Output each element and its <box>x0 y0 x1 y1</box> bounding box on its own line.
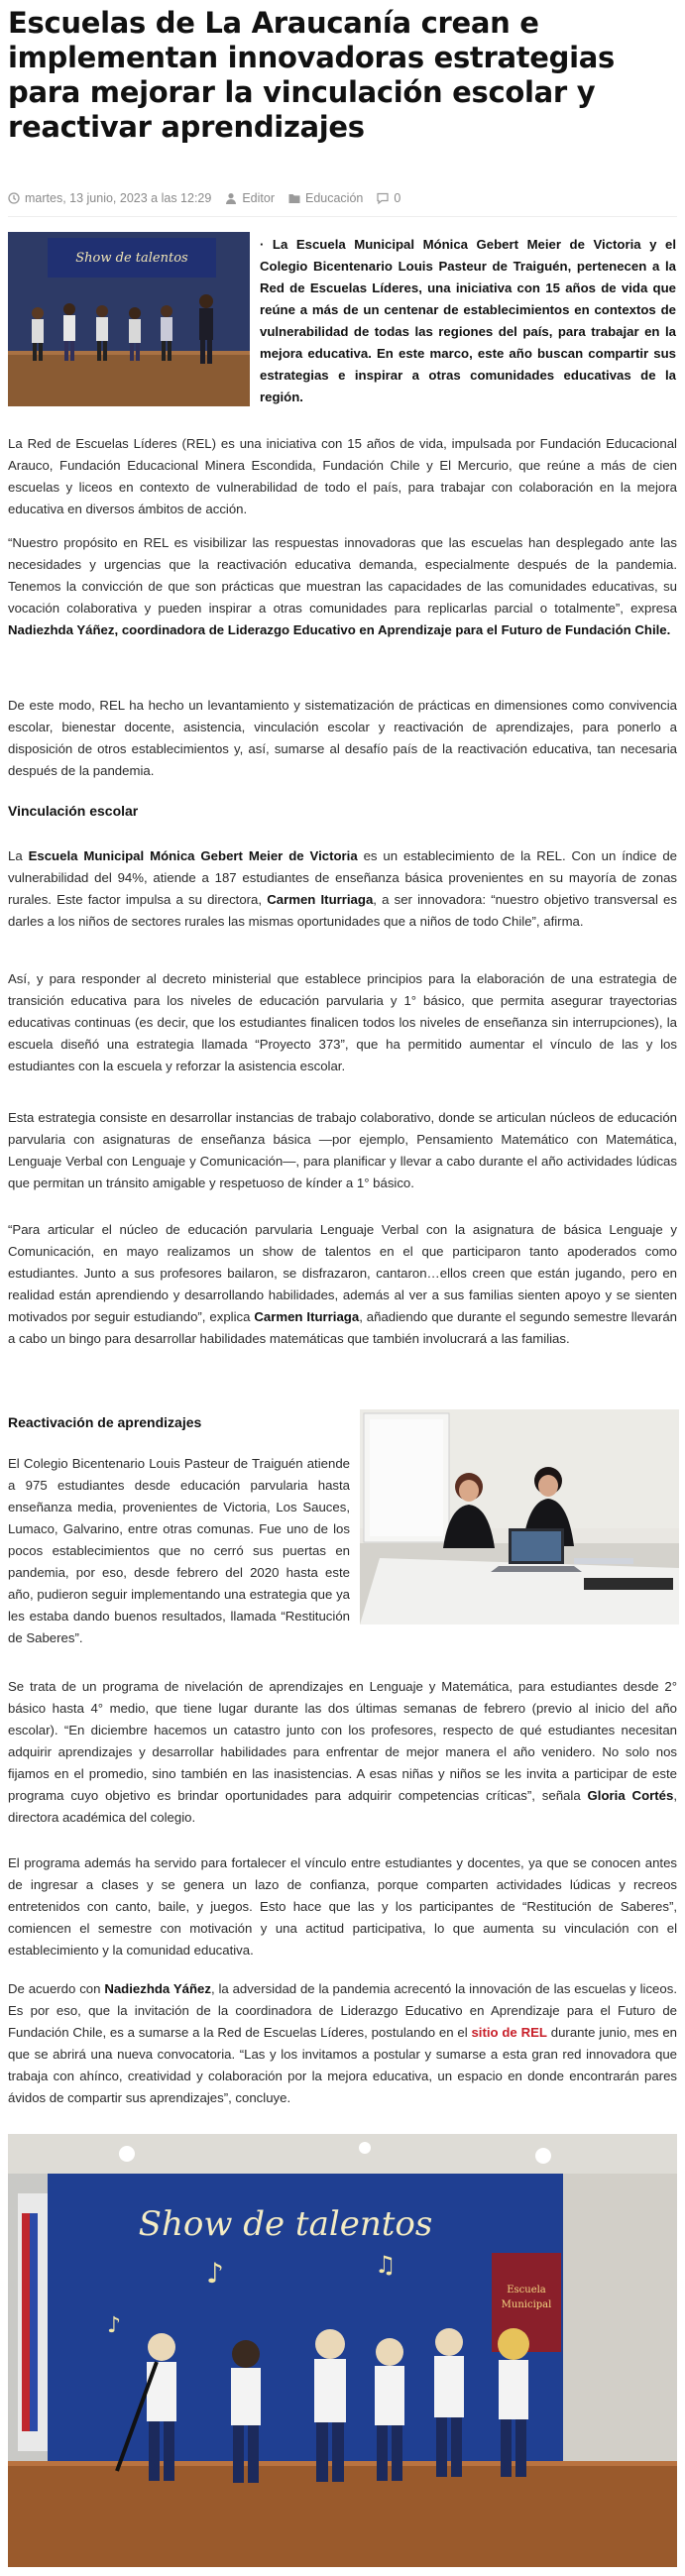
rel-site-link-2[interactable]: REL <box>520 2025 547 2040</box>
heading-vinculacion: Vinculación escolar <box>8 803 139 819</box>
paragraph-6: Esta estrategia consiste en desarrollar instancias de trabajo colaborativo, donde se articulan núcleos de educación parvularia con asignaturas de enseñanza básica —por ejemplo, Pensamiento Matemático con Matemática, Lenguaje Verbal con Lenguaje y Comunicación—, para planificar y llevar a cabo durante el año actividades lúdicas que permitan un tránsito amigable y respetuoso de kínder a 1° básico. <box>8 1110 677 1190</box>
p11-a: De acuerdo con <box>8 1981 105 1996</box>
meta-comments[interactable] <box>377 191 400 205</box>
svg-text:♫: ♫ <box>375 2251 397 2279</box>
svg-text:♪: ♪ <box>107 2313 122 2338</box>
p7-director: Carmen Iturriaga <box>254 1309 360 1324</box>
folder-icon <box>288 192 300 204</box>
p9-person: Gloria Cortés <box>587 1788 674 1803</box>
paragraph-2-bold: Nadiezhda Yáñez, coordinadora de Liderazgo Educativo en Aprendizaje para el Futuro de Fundación Chile. <box>8 622 671 637</box>
heading-reactivacion: Reactivación de aprendizajes <box>8 1414 202 1430</box>
meta-author-link[interactable]: Editor <box>242 191 275 205</box>
p9-c: , directora académica del colegio. <box>8 1788 677 1825</box>
svg-text:Show de talentos: Show de talentos <box>75 251 188 266</box>
meta-date <box>8 191 211 205</box>
article-meta <box>8 186 677 217</box>
clock-icon <box>8 192 20 204</box>
paragraph-11 <box>8 1978 677 2109</box>
p4-school: Escuela Municipal Mónica Gebert Meier de Victoria <box>28 848 358 863</box>
paragraph-3: De este modo, REL ha hecho un levantamiento y sistematización de prácticas en dimensiones como convivencia escolar, bienestar docente, asistencia, vinculación escolar y reactivación de aprendizajes, para ponerlo a disposición de otros establecimientos y, así, sumarse al desafío país de la reactivación educativa, tan necesaria después de la pandemia. <box>8 698 677 778</box>
p9-a: Se trata de un programa de nivelación de aprendizajes en Lenguaje y Matemática, para estudiantes desde 2° básico hasta 4° medio, que tiene lugar durante las dos últimas semanas de febrero (previo al inicio del año escolar). “En diciembre hacemos un catastro junto con los profesores, respecto de qué estudiantes necesitan adquirir aprendizajes y desarrollar habilidades para enfrentar de mejor manera el año venidero. No solo nos fijamos en el promedio, sino también en las inasistencias. A esas niñas y niños se les invita a participar de este programa cuyo objetivo es brindar oportunidades para adquirir competencias críticas”, señala <box>8 1679 677 1803</box>
p11-c: , la adversidad de la pandemia acrecentó la innovación de las escuelas y liceos. Es por eso, que la invitación de la coordinadora de Liderazgo Educativo en Aprendizaje para el Futuro de Fundación Chile, es a sumarse a la Red de Escuelas Líderes, postulando en el <box>8 1981 677 2040</box>
paragraph-2-text: “Nuestro propósito en REL es visibilizar las respuestas innovadoras que las escuelas han desplegado ante las necesidades y urgencias que la reactivación educativa demanda, especialmente después de la pandemia. Tenemos la convicción de que son prácticas que muestran las capacidades de las comunidades educativas, su vocación colaborativa y pueden inspirar a otras comunidades para replicarlas parcial o totalmente”, expresa <box>8 535 677 616</box>
meta-category[interactable] <box>288 191 363 205</box>
svg-text:Escuela: Escuela <box>507 2285 546 2296</box>
paragraph-10: El programa además ha servido para fortalecer el vínculo entre estudiantes y docentes, ya que se conocen antes de ingresar a clases y se genera un lazo de confianza, porque comparten actividades lúdicas y recreos entretenidos con canto, baile, y juegos. Esto hace que las y los participantes de “Restitución de Saberes”, comiencen el semestre con motivación y una actitud participativa, lo que aumenta su vinculación con el establecimiento y la comunidad educativa. <box>8 1855 677 1958</box>
p11-d: durante junio, mes en que se abrirá una nueva convocatoria. “Las y los invitamos a postular y sumarse a esta gran red innovadora que trabaja con ahínco, creatividad y colaboración por la mejora educativa, un espacio en donde encontrarán pares ávidos de compartir sus aprendizajes”, concluye. <box>8 2025 677 2105</box>
p4-e: , a ser innovadora: “nuestro objetivo transversal es darles a los niños de sectores rurales las mismas oportunidades que a niños de todo Chile”, afirma. <box>8 892 677 929</box>
article-image-meeting <box>360 1409 679 1624</box>
article-image-dance <box>8 232 250 406</box>
p4-c: es un establecimiento de la REL. Con un índice de vulnerabilidad del 94%, atiende a 187 estudiantes de enseñanza básica provenientes en su mayoría de zonas rurales. Este factor impulsa a su directora, <box>8 848 677 907</box>
paragraph-9 <box>8 1676 677 1829</box>
paragraph-2 <box>8 532 677 641</box>
article-image-show <box>8 2134 677 2567</box>
paragraph-5: Así, y para responder al decreto ministerial que establece principios para la elaboración de una estrategia de transición educativa para los niveles de educación parvularia y 1° básico, que permita asegurar trayectorias educativas continuas (es decir, que los estudiantes finalicen todos los niveles de enseñanza sin interrupciones), la escuela diseñó una estrategia llamada “Proyecto 373”, que ha permitido aumentar el vínculo de las y los estudiantes con la escuela y reforzar la asistencia escolar. <box>8 971 677 1073</box>
p7-a: “Para articular el núcleo de educación parvularia Lenguaje Verbal con la asignatura de básica Lenguaje y Comunicación, en mayo realizamos un show de talentos en el que participaron tanto apoderados como estudiantes. Junto a sus profesores bailaron, se disfrazaron, cantaron…ellos creen que están jugando, pero en realidad están aprendiendo y desarrollando habilidades, además al ver a sus familias sienten apoyo y se sienten motivados por seguir estudiando”, explica <box>8 1222 677 1324</box>
meta-date-text: martes, 13 junio, 2023 a las 12:29 <box>25 191 212 205</box>
meta-category-link[interactable]: Educación <box>304 191 364 205</box>
svg-text:Municipal: Municipal <box>501 2299 552 2310</box>
svg-text:♪: ♪ <box>206 2257 224 2290</box>
paragraph-4 <box>8 845 677 933</box>
p11-person: Nadiezhda Yáñez <box>104 1981 211 1996</box>
paragraph-1: La Red de Escuelas Líderes (REL) es una iniciativa con 15 años de vida, impulsada por Fundación Educacional Arauco, Fundación Educacional Minera Escondida, Fundación Chile y El Mercurio, que reúne a más de cien escuelas y liceos en contexto de vulnerabilidad de todo el país, para trabajar con colaboración en la mejora educativa en diversos ámbitos de acción. <box>8 436 677 516</box>
paragraph-7 <box>8 1219 677 1350</box>
article-intro: · La Escuela Municipal Mónica Gebert Meier de Victoria y el Colegio Bicentenario Louis Pasteur de Traiguén, pertenecen a la Red de Escuelas Líderes, una iniciativa con 15 años de vida que reúne a más de un centenar de establecimientos en contextos de vulnerabilidad de todas las regiones del país, para trabajar en la mejora educativa. En este marco, este año buscan compartir sus estrategias e inspirar a otras comunidades educativas de la región. <box>260 237 676 404</box>
meta-author[interactable] <box>225 191 275 205</box>
paragraph-8: El Colegio Bicentenario Louis Pasteur de Traiguén atiende a 975 estudiantes desde educación parvularia hasta enseñanza media, provenientes de Victoria, Los Sauces, Lumaco, Galvarino, entre otras comunas. Fue uno de los pocos establecimientos que no cerró sus puertas en pandemia, por eso, desde febrero del 2020 hasta este año, pudieron seguir implementando una estrategia que ya les estaba dando buenos resultados, llamada “Restitución de Saberes”. <box>8 1456 350 1645</box>
article-title: Escuelas de La Araucanía crean e implementan innovadoras estrategias para mejorar la vinculación escolar y reactivar aprendizajes <box>8 6 615 144</box>
p7-c: , añadiendo que durante el segundo semestre llevarán a cabo un bingo para desarrollar habilidades matemáticas que también involucrará a las familias. <box>8 1309 677 1346</box>
p4-a: La <box>8 848 29 863</box>
meta-comments-count[interactable]: 0 <box>394 191 401 205</box>
stage-banner: Show de talentos <box>138 2204 433 2244</box>
user-icon <box>225 192 237 204</box>
p4-director: Carmen Iturriaga <box>267 892 374 907</box>
rel-site-link[interactable]: sitio de <box>471 2025 517 2040</box>
comment-icon <box>377 192 389 204</box>
